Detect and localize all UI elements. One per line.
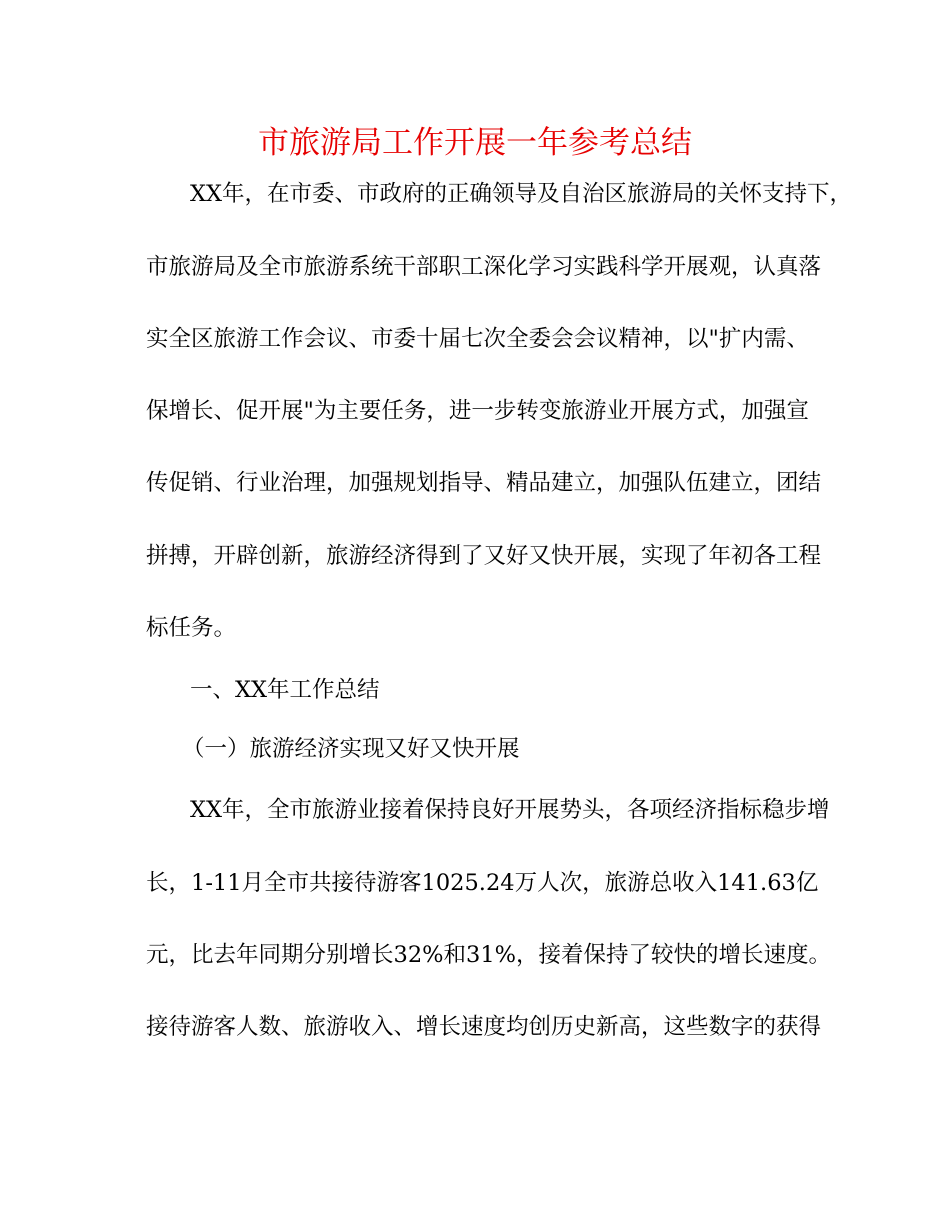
paragraph-line: 接待游客人数、旅游收入、增长速度均创历史新高，这些数字的获得 <box>146 1014 822 1040</box>
document-title: 市旅游局工作开展一年参考总结 <box>258 125 692 161</box>
paragraph-line: 实全区旅游工作会议、市委十届七次全委会会议精神，以"扩内需、 <box>146 326 809 352</box>
section-heading: 一、XX年工作总结 <box>190 677 380 703</box>
paragraph-line: 标任务。 <box>146 615 237 641</box>
paragraph-line: 传促销、行业治理，加强规划指导、精品建立，加强队伍建立，团结 <box>146 470 822 496</box>
paragraph-line: XX年，全市旅游业接着保持良好开展势头，各项经济指标稳步增 <box>190 797 830 823</box>
subsection-heading: （一）旅游经济实现又好又快开展 <box>182 736 520 762</box>
paragraph-line: 元，比去年同期分别增长32%和31%，接着保持了较快的增长速度。 <box>146 942 832 968</box>
paragraph-line: 市旅游局及全市旅游系统干部职工深化学习实践科学开展观，认真落 <box>146 254 822 280</box>
paragraph-line: 长，1-11月全市共接待游客1025.24万人次，旅游总收入141.63亿 <box>146 870 819 896</box>
paragraph-line: 拼搏，开辟创新，旅游经济得到了又好又快开展，实现了年初各工程 <box>146 543 822 569</box>
paragraph-line: XX年，在市委、市政府的正确领导及自治区旅游局的关怀支持下， <box>190 181 853 207</box>
paragraph-line: 保增长、促开展"为主要任务，进一步转变旅游业开展方式，加强宣 <box>146 398 809 424</box>
